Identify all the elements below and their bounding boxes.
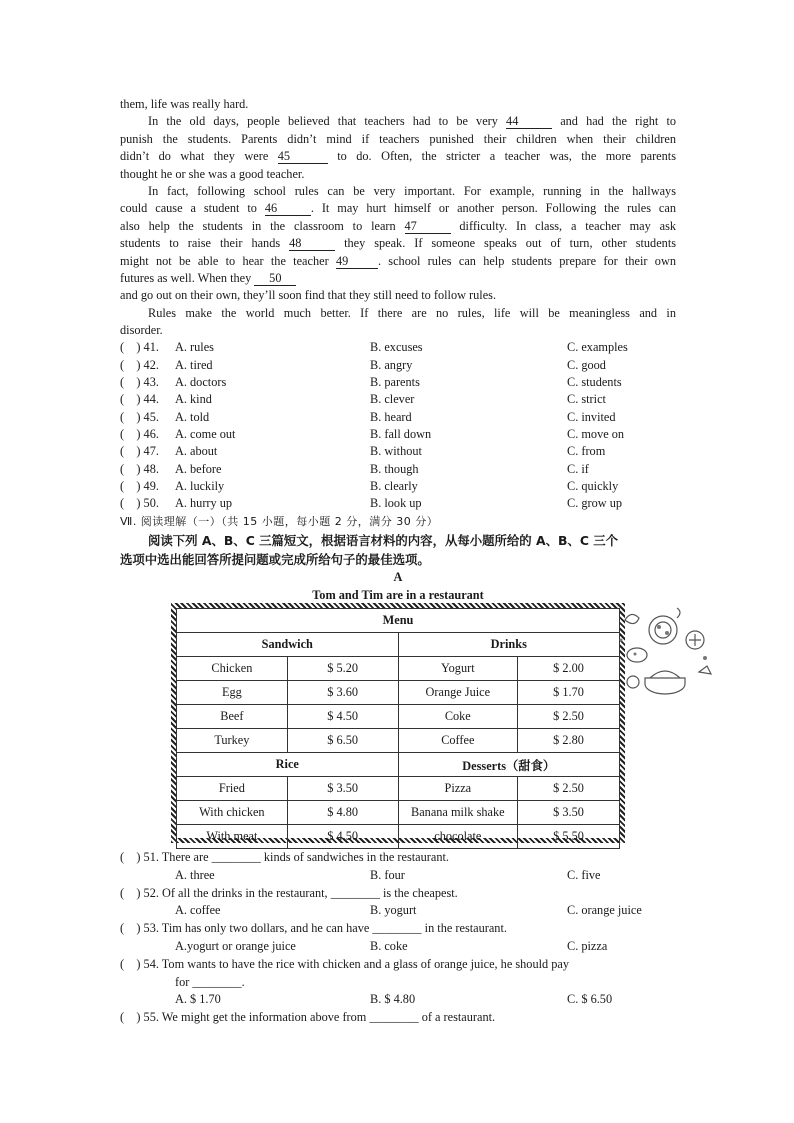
- instruction-line-2: 选项中选出能回答所提问题或完成所给句子的最佳选项。: [120, 552, 430, 568]
- question-52: ( ) 52. Of all the drinks in the restaurant, ________ is the cheapest.: [120, 885, 458, 900]
- menu-price: $ 2.50: [518, 705, 620, 729]
- option-c[interactable]: C. examples: [567, 340, 628, 355]
- option-b[interactable]: B. clever: [370, 392, 415, 407]
- passage-line-11: [120, 270, 676, 287]
- option-b[interactable]: B. angry: [370, 357, 413, 372]
- option-c[interactable]: C. $ 6.50: [567, 992, 613, 1007]
- menu-price: $ 2.80: [518, 729, 620, 753]
- option-c[interactable]: C. students: [567, 375, 622, 390]
- menu-item: chocolate: [398, 825, 518, 849]
- menu-title-row: [177, 609, 620, 633]
- passage-text: . It may hurt himself or another person. Following the rules can: [310, 201, 676, 216]
- option-b[interactable]: B. clearly: [370, 478, 418, 493]
- question-number: ( ) 45.: [120, 409, 159, 424]
- blank-46[interactable]: 46: [265, 201, 311, 216]
- menu-row: [177, 825, 620, 849]
- cloze-question: [120, 461, 676, 478]
- question-54-options: [120, 991, 676, 1009]
- question-number: ( ) 42.: [120, 357, 159, 372]
- question-number: ( ) 46.: [120, 426, 159, 441]
- menu-table-container: [176, 608, 620, 843]
- blank-44[interactable]: 44: [506, 114, 552, 129]
- passage-line-7: [120, 200, 676, 217]
- menu-row: [177, 729, 620, 753]
- menu-price: $ 2.00: [518, 657, 620, 681]
- food-doodle-icon: [615, 600, 715, 702]
- menu-item: Beef: [177, 705, 288, 729]
- option-b[interactable]: B. yogurt: [370, 903, 417, 918]
- menu-price: $ 3.50: [287, 777, 398, 801]
- option-b[interactable]: B. without: [370, 444, 422, 459]
- menu-item: Chicken: [177, 657, 288, 681]
- option-a[interactable]: A. coffee: [175, 903, 221, 918]
- cloze-question: [120, 391, 676, 408]
- cloze-question: [120, 478, 676, 495]
- header-rice: Rice: [177, 753, 399, 777]
- question-51-options: [120, 867, 676, 885]
- passage-line-6: In fact, following school rules can be very important. For example, running in the hallways: [148, 183, 676, 198]
- menu-item: Turkey: [177, 729, 288, 753]
- header-desserts: Desserts（甜食）: [398, 753, 620, 777]
- option-b[interactable]: B. fall down: [370, 426, 432, 441]
- menu-row: [177, 777, 620, 801]
- blank-47[interactable]: 47: [405, 219, 451, 234]
- menu-title: Menu: [177, 609, 620, 633]
- question-51: ( ) 51. There are ________ kinds of sandwiches in the restaurant.: [120, 850, 449, 864]
- passage-line-12: and go out on their own, they’ll soon find that they still need to follow rules.: [120, 288, 497, 303]
- option-c[interactable]: C. strict: [567, 392, 606, 407]
- option-a[interactable]: A. about: [175, 444, 218, 459]
- option-b[interactable]: B. look up: [370, 496, 422, 511]
- menu-item: Coke: [398, 705, 518, 729]
- menu-item: With chicken: [177, 801, 288, 825]
- header-sandwich: Sandwich: [177, 633, 399, 657]
- question-53-options: [120, 938, 676, 956]
- option-c[interactable]: C. good: [567, 357, 606, 372]
- passage-line-10: [120, 253, 676, 270]
- passage-text: didn’t do what they were: [120, 149, 269, 164]
- menu-item: Fried: [177, 777, 288, 801]
- menu-price: $ 4.80: [287, 801, 398, 825]
- section-heading: Ⅶ. 阅读理解（一）（共 15 小题，每小题 2 分，满分 30 分）: [120, 515, 439, 529]
- option-b[interactable]: B. parents: [370, 375, 420, 390]
- cloze-question: [120, 426, 676, 443]
- question-number: ( ) 44.: [120, 392, 159, 407]
- menu-price: $ 3.60: [287, 681, 398, 705]
- blank-49[interactable]: 49: [336, 254, 378, 269]
- question-number: ( ) 41.: [120, 340, 159, 355]
- option-c[interactable]: C. move on: [567, 426, 625, 441]
- passage-text: In the old days, people believed that teachers had to be very: [148, 114, 498, 129]
- cloze-question: [120, 409, 676, 426]
- menu-table: [176, 608, 620, 849]
- option-b[interactable]: B. excuses: [370, 340, 423, 355]
- cloze-question: [120, 357, 676, 374]
- menu-row: [177, 705, 620, 729]
- menu-item: With meat: [177, 825, 288, 849]
- menu-row: [177, 657, 620, 681]
- menu-row: [177, 801, 620, 825]
- cloze-question: [120, 374, 676, 391]
- passage-text: and had the right to: [560, 114, 677, 129]
- passage-line-5: thought he or she was a good teacher.: [120, 166, 305, 181]
- passage-text: . school rules can help students prepare for their own: [377, 253, 676, 268]
- menu-item: Coffee: [398, 729, 518, 753]
- option-a[interactable]: A. doctors: [175, 375, 227, 390]
- reading-questions: [120, 849, 676, 1027]
- option-b[interactable]: B. heard: [370, 409, 412, 424]
- option-a[interactable]: A. tired: [175, 357, 213, 372]
- option-c[interactable]: C. five: [567, 867, 601, 882]
- blank-50[interactable]: 50: [254, 271, 296, 286]
- option-c[interactable]: C. if: [567, 461, 589, 476]
- question-55: ( ) 55. We might get the information above from ________ of a restaurant.: [120, 1010, 496, 1025]
- option-a[interactable]: A. come out: [175, 426, 236, 441]
- menu-item: Banana milk shake: [398, 801, 518, 825]
- option-a[interactable]: A. before: [175, 461, 222, 476]
- menu-header-row: [177, 633, 620, 657]
- passage-line-13: Rules make the world much better. If there are no rules, life will be meaningless and in: [148, 305, 676, 320]
- menu-header-row: [177, 753, 620, 777]
- option-a[interactable]: A. three: [175, 867, 215, 882]
- option-b[interactable]: B. coke: [370, 938, 408, 953]
- menu-item: Pizza: [398, 777, 518, 801]
- question-number: ( ) 47.: [120, 444, 159, 459]
- blank-45[interactable]: 45: [278, 149, 328, 164]
- cloze-question: [120, 443, 676, 460]
- option-a[interactable]: A. told: [175, 409, 210, 424]
- menu-price: $ 1.70: [518, 681, 620, 705]
- option-a[interactable]: A. luckily: [175, 478, 225, 493]
- question-54: ( ) 54. Tom wants to have the rice with chicken and a glass of orange juice, he should pay: [120, 956, 569, 971]
- passage-text: they speak. If someone speaks out of turn, other students: [344, 236, 677, 251]
- question-number: ( ) 43.: [120, 375, 159, 390]
- instruction-line-1: 阅读下列 A、B、C 三篇短文，根据语言材料的内容，从每小题所给的 A、B、C 三个: [148, 533, 619, 549]
- option-c[interactable]: C. grow up: [567, 496, 622, 511]
- option-a[interactable]: A. kind: [175, 392, 212, 407]
- cloze-question: [120, 339, 676, 356]
- option-c[interactable]: C. invited: [567, 409, 616, 424]
- header-drinks: Drinks: [398, 633, 620, 657]
- passage-line-14: disorder.: [120, 323, 163, 338]
- menu-row: [177, 681, 620, 705]
- passage-text: to do. Often, the stricter a teacher was, the more parents: [337, 149, 676, 164]
- question-52-options: [120, 902, 676, 920]
- passage-letter: A: [393, 570, 403, 585]
- menu-price: $ 3.50: [518, 801, 620, 825]
- option-c[interactable]: C. from: [567, 444, 606, 459]
- passage-text: might not be able to hear the teacher: [120, 253, 329, 268]
- option-a[interactable]: A.yogurt or orange juice: [175, 938, 296, 953]
- menu-price: $ 4.50: [287, 825, 398, 849]
- option-c[interactable]: C. quickly: [567, 478, 619, 493]
- menu-price: $ 2.50: [518, 777, 620, 801]
- passage-line-8: [120, 218, 676, 235]
- question-53: ( ) 53. Tim has only two dollars, and he can have ________ in the restaurant.: [120, 921, 507, 936]
- question-number: ( ) 48.: [120, 461, 159, 476]
- option-b[interactable]: B. though: [370, 461, 419, 476]
- option-a[interactable]: A. hurry up: [175, 496, 233, 511]
- passage-line-4: [120, 148, 676, 165]
- option-c[interactable]: C. orange juice: [567, 903, 642, 918]
- question-number: ( ) 49.: [120, 478, 159, 493]
- option-c[interactable]: C. pizza: [567, 938, 608, 953]
- option-a[interactable]: A. rules: [175, 340, 214, 355]
- cloze-question: [120, 495, 676, 512]
- passage-text: difficulty. In class, a teacher may ask: [459, 218, 677, 233]
- option-b[interactable]: B. $ 4.80: [370, 992, 416, 1007]
- document-page: [120, 96, 676, 604]
- passage-text: also help the students in the classroom to learn: [120, 218, 396, 233]
- blank-48[interactable]: 48: [289, 236, 335, 251]
- passage-text: could cause a student to: [120, 201, 257, 216]
- passage-line-3: punish the students. Parents didn’t mind if teachers punished their children when their children: [120, 131, 676, 146]
- option-a[interactable]: A. $ 1.70: [175, 992, 221, 1007]
- menu-price: $ 5.50: [518, 825, 620, 849]
- cloze-questions: [120, 339, 676, 512]
- menu-price: $ 6.50: [287, 729, 398, 753]
- menu-item: Egg: [177, 681, 288, 705]
- menu-price: $ 4.50: [287, 705, 398, 729]
- passage-text: students to raise their hands: [120, 236, 281, 251]
- passage-line-1: them, life was really hard.: [120, 97, 249, 111]
- menu-item: Orange Juice: [398, 681, 518, 705]
- passage-line-9: [120, 235, 676, 252]
- option-b[interactable]: B. four: [370, 867, 405, 882]
- passage-line-2: [120, 113, 676, 130]
- passage-text: futures as well. When they: [120, 270, 252, 285]
- question-54-continuation: for ________.: [175, 974, 245, 989]
- passage-title: Tom and Tim are in a restaurant: [312, 587, 484, 602]
- menu-item: Yogurt: [398, 657, 518, 681]
- menu-frame: [171, 603, 625, 843]
- question-number: ( ) 50.: [120, 496, 159, 511]
- menu-price: $ 5.20: [287, 657, 398, 681]
